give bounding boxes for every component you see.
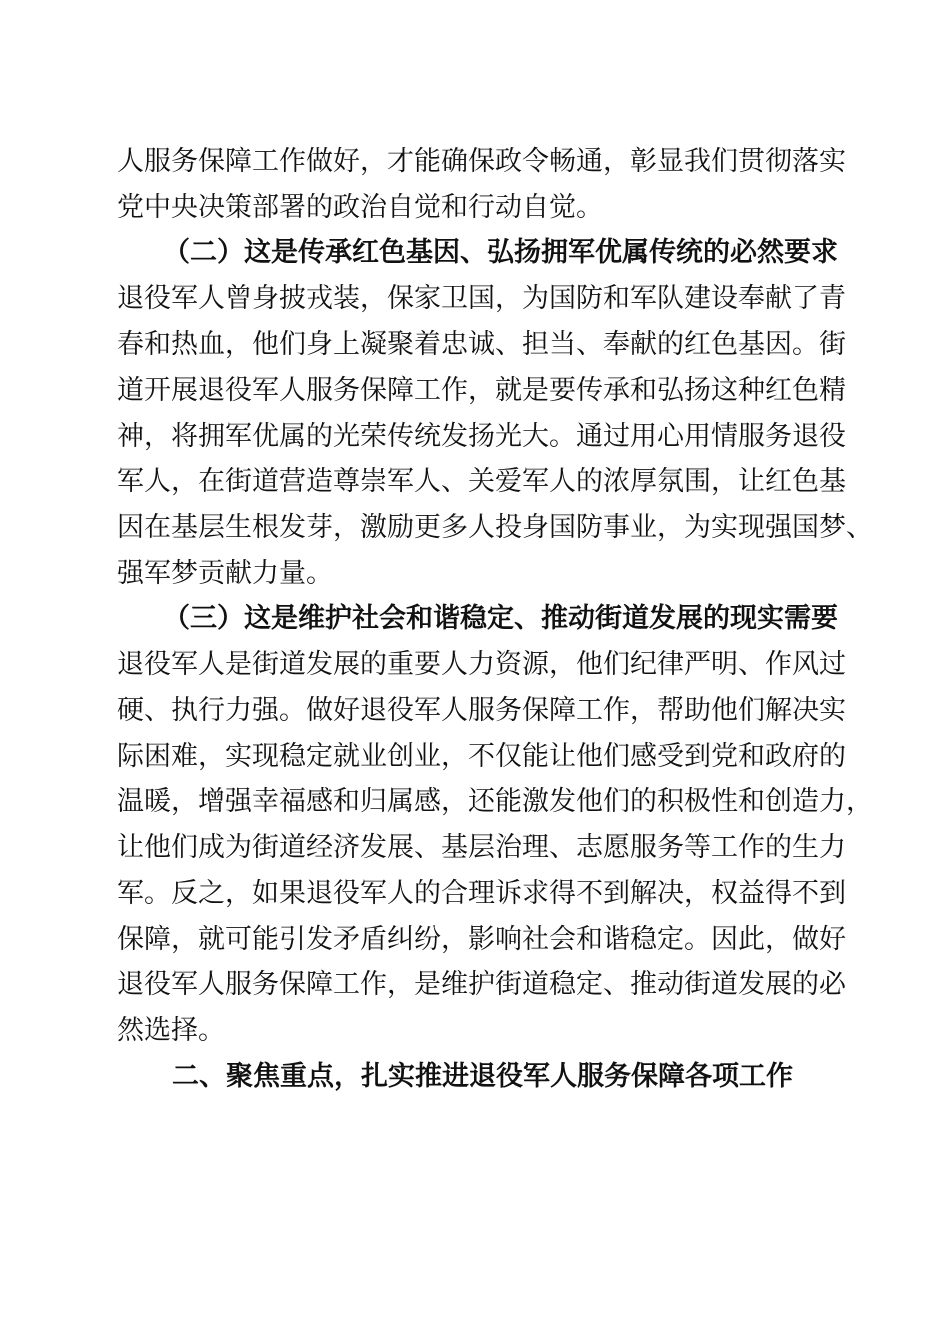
subsection-heading-2: （二）这是传承红色基因、弘扬拥军优属传统的必然要求 [163,237,838,268]
body-line: 神，将拥军优属的光荣传统发扬光大。通过用心用情服务退役 [117,421,846,452]
body-line: 退役军人曾身披戎装，保家卫国，为国防和军队建设奉献了青 [117,283,846,314]
body-line: 然选择。 [117,1015,225,1046]
body-line: 军人，在街道营造尊崇军人、关爱军人的浓厚氛围，让红色基 [117,466,846,497]
body-line: 党中央决策部署的政治自觉和行动自觉。 [117,192,603,223]
body-line: 强军梦贡献力量。 [117,558,333,589]
body-line: 因在基层生根发芽，激励更多人投身国防事业，为实现强国梦、 [117,512,873,543]
subsection-heading-3: （三）这是维护社会和谐稳定、推动街道发展的现实需要 [163,603,838,634]
body-line: 际困难，实现稳定就业创业，不仅能让他们感受到党和政府的 [117,741,846,772]
body-line: 军。反之，如果退役军人的合理诉求得不到解决，权益得不到 [117,878,846,909]
section-heading-2: 二、聚焦重点，扎实推进退役军人服务保障各项工作 [172,1061,793,1092]
body-line: 退役军人服务保障工作，是维护街道稳定、推动街道发展的必 [117,969,846,1000]
body-line: 道开展退役军人服务保障工作，就是要传承和弘扬这种红色精 [117,375,846,406]
body-line: 退役军人是街道发展的重要人力资源，他们纪律严明、作风过 [117,649,846,680]
body-line: 让他们成为街道经济发展、基层治理、志愿服务等工作的生力 [117,832,846,863]
body-line: 温暖，增强幸福感和归属感，还能激发他们的积极性和创造力， [117,786,873,817]
body-line: 硬、执行力强。做好退役军人服务保障工作，帮助他们解决实 [117,695,846,726]
body-line: 保障，就可能引发矛盾纠纷，影响社会和谐稳定。因此，做好 [117,924,846,955]
body-line: 春和热血，他们身上凝聚着忠诚、担当、奉献的红色基因。街 [117,329,846,360]
body-line: 人服务保障工作做好，才能确保政令畅通，彰显我们贯彻落实 [117,146,846,177]
